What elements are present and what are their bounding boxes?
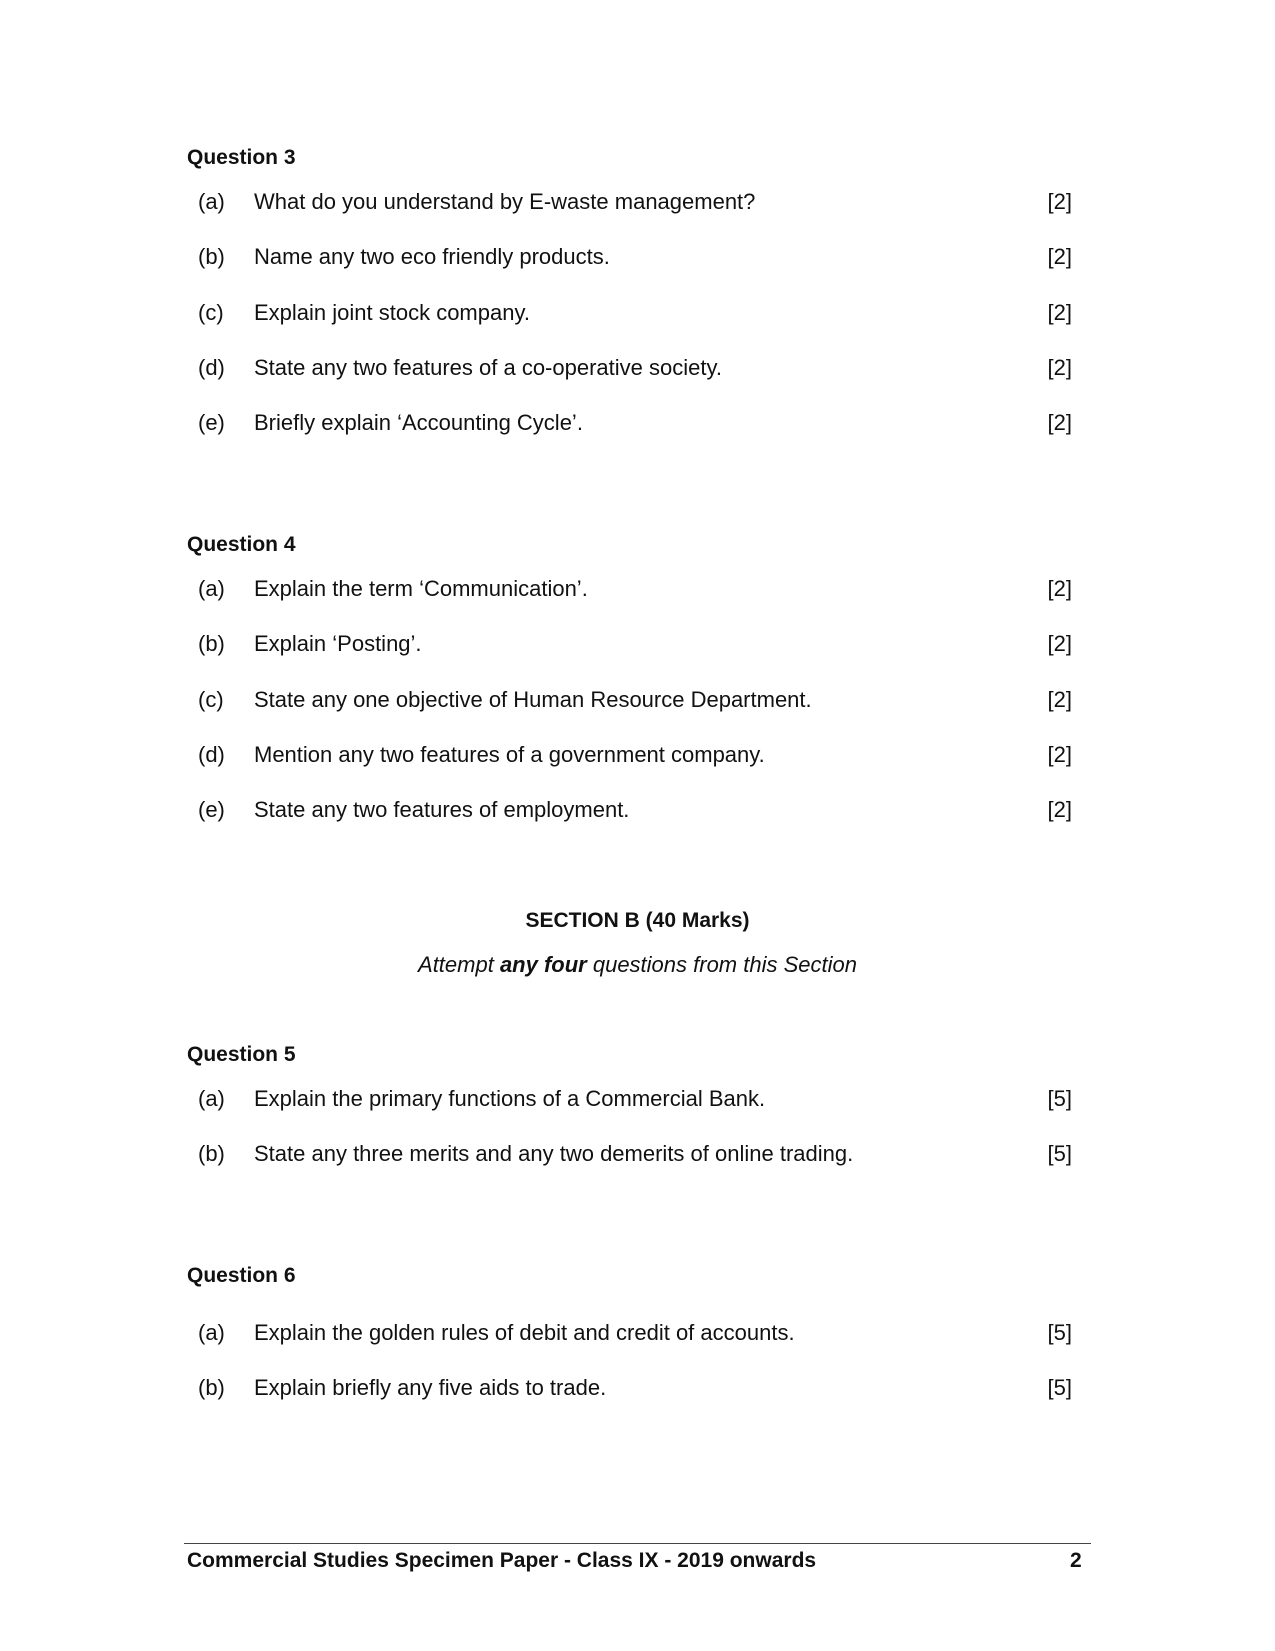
page-number: 2 (1070, 1549, 1082, 1572)
part-marks: [2] (1047, 576, 1072, 601)
part-text: What do you understand by E-waste management? (254, 189, 756, 214)
question-3-title: Question 3 (187, 146, 296, 169)
part-label: (b) (198, 244, 225, 269)
question-3-part-b (187, 244, 1072, 274)
part-text: Explain the primary functions of a Commercial Bank. (254, 1086, 766, 1111)
part-label: (e) (198, 797, 225, 822)
part-text: Explain joint stock company. (254, 300, 530, 325)
part-marks: [2] (1047, 410, 1072, 435)
part-marks: [2] (1047, 300, 1072, 325)
question-3-part-a (187, 189, 1072, 219)
part-label: (a) (198, 1086, 225, 1111)
question-4-part-e (187, 797, 1072, 827)
part-marks: [5] (1047, 1141, 1072, 1166)
part-text: Explain ‘Posting’. (254, 631, 422, 656)
part-label: (d) (198, 742, 225, 767)
question-4-part-d (187, 742, 1072, 772)
part-label: (e) (198, 410, 225, 435)
question-6-part-a (187, 1320, 1072, 1350)
part-text: State any two features of employment. (254, 797, 630, 822)
part-marks: [2] (1047, 189, 1072, 214)
instruction-emphasis: any four (499, 952, 587, 977)
question-4-part-b (187, 631, 1072, 661)
part-text: Name any two eco friendly products. (254, 244, 610, 269)
question-5-part-b (187, 1141, 1072, 1171)
question-6-title: Question 6 (187, 1264, 296, 1287)
question-4-part-a (187, 576, 1072, 606)
part-label: (b) (198, 631, 225, 656)
footer-divider (184, 1543, 1091, 1544)
part-marks: [2] (1047, 244, 1072, 269)
part-marks: [2] (1047, 631, 1072, 656)
question-4-part-c (187, 687, 1072, 717)
part-text: Explain the term ‘Communication’. (254, 576, 588, 601)
part-label: (c) (198, 300, 224, 325)
part-text: Explain briefly any five aids to trade. (254, 1375, 607, 1400)
part-marks: [2] (1047, 797, 1072, 822)
part-text: State any two features of a co-operative society. (254, 355, 722, 380)
part-label: (b) (198, 1375, 225, 1400)
question-3-part-c (187, 300, 1072, 330)
part-marks: [5] (1047, 1320, 1072, 1345)
part-label: (a) (198, 576, 225, 601)
part-label: (a) (198, 189, 225, 214)
part-marks: [2] (1047, 687, 1072, 712)
section-b-instruction (0, 952, 1275, 978)
part-text: State any one objective of Human Resource Department. (254, 687, 812, 712)
part-marks: [5] (1047, 1086, 1072, 1111)
part-text: State any three merits and any two demerits of online trading. (254, 1141, 854, 1166)
part-marks: [5] (1047, 1375, 1072, 1400)
instruction-pre: Attempt (418, 952, 500, 977)
part-label: (b) (198, 1141, 225, 1166)
section-b-title: SECTION B (40 Marks) (525, 909, 750, 932)
question-3-part-d (187, 355, 1072, 385)
question-5-part-a (187, 1086, 1072, 1116)
part-label: (c) (198, 687, 224, 712)
part-marks: [2] (1047, 742, 1072, 767)
footer-title: Commercial Studies Specimen Paper - Class IX - 2019 onwards (187, 1549, 817, 1572)
part-text: Explain the golden rules of debit and credit of accounts. (254, 1320, 795, 1345)
part-marks: [2] (1047, 355, 1072, 380)
question-3-part-e (187, 410, 1072, 440)
part-label: (d) (198, 355, 225, 380)
question-6-part-b (187, 1375, 1072, 1405)
part-text: Briefly explain ‘Accounting Cycle’. (254, 410, 583, 435)
part-text: Mention any two features of a government company. (254, 742, 765, 767)
question-4-title: Question 4 (187, 533, 296, 556)
instruction-post: questions from this Section (586, 952, 857, 977)
question-5-title: Question 5 (187, 1043, 296, 1066)
part-label: (a) (198, 1320, 225, 1345)
